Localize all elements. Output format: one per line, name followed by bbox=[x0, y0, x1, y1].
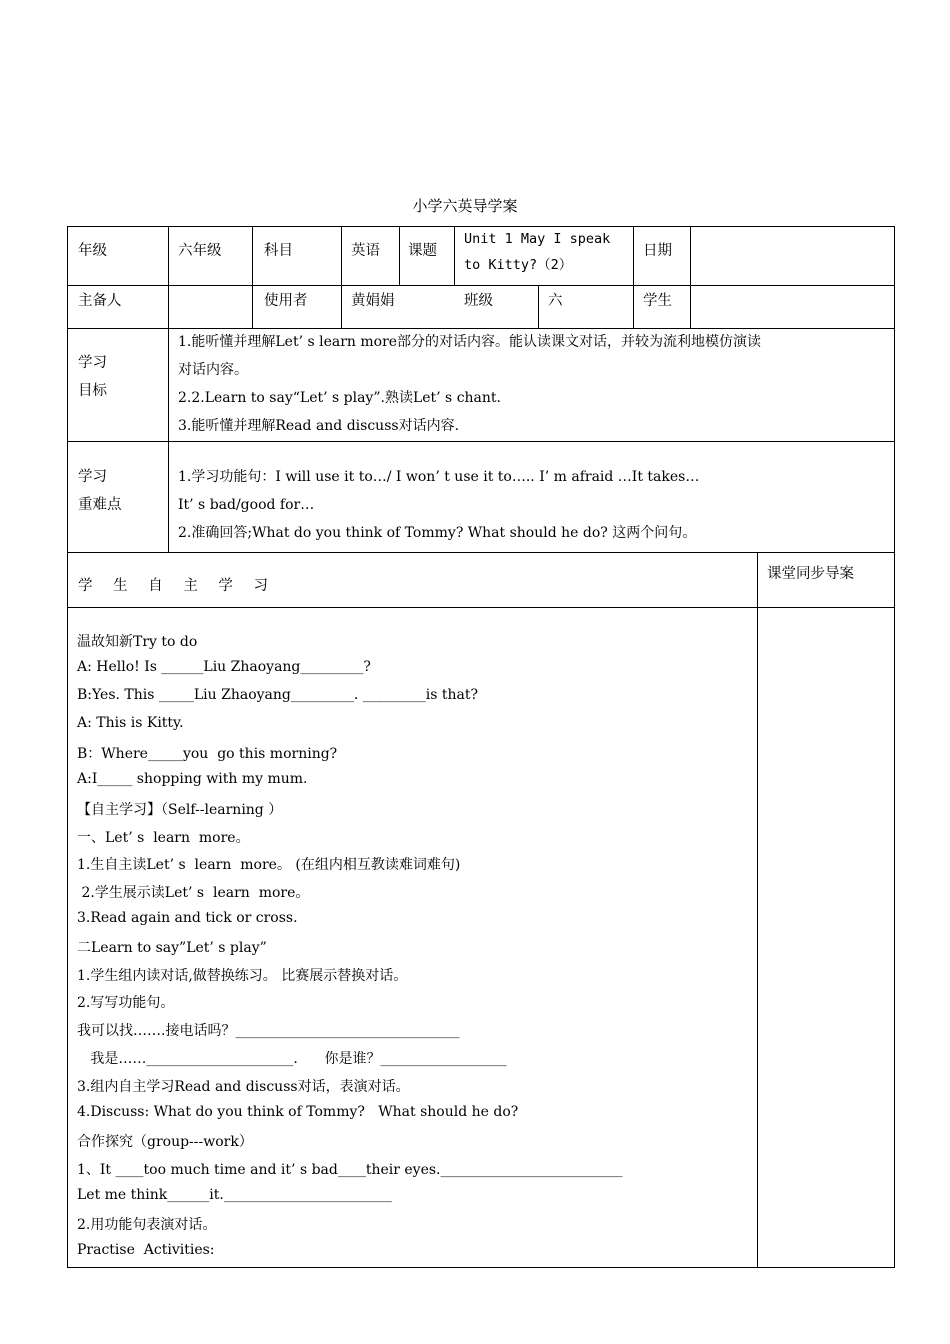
col-divider bbox=[168, 328, 169, 552]
self-study-header: 学 生 自 主 学 习 bbox=[78, 578, 277, 594]
study-line: 温故知新Try to do bbox=[77, 634, 198, 650]
classroom-guide-header: 课堂同步导案 bbox=[767, 566, 854, 582]
preparer-label: 主备人 bbox=[78, 293, 122, 309]
col-divider bbox=[454, 227, 455, 285]
study-line: Practise Activities: bbox=[77, 1242, 215, 1258]
goals-label-2: 目标 bbox=[78, 383, 107, 399]
study-line: 2.用功能句表演对话。 bbox=[77, 1217, 217, 1233]
col-divider bbox=[690, 227, 691, 328]
study-line: 4.Discuss: What do you think of Tommy? What should he do? bbox=[77, 1104, 519, 1120]
study-line: 我是……_____________________. 你是谁？__________________ bbox=[77, 1051, 507, 1067]
class-label: 班级 bbox=[464, 293, 493, 309]
study-line: 1.学生组内读对话,做替换练习。 比赛展示替换对话。 bbox=[77, 968, 408, 984]
goal-line: 3.能听懂并理解Read and discuss对话内容. bbox=[178, 418, 460, 434]
study-line: 我可以找…….接电话吗？________________________________ bbox=[77, 1023, 460, 1039]
study-line: 1、It ____too much time and it’ s bad____their eyes.__________________________ bbox=[77, 1162, 623, 1178]
keypoint-line: It’ s bad/good for… bbox=[178, 497, 315, 513]
col-divider bbox=[757, 552, 758, 1267]
study-line: 一、Let’ s learn more。 bbox=[77, 830, 250, 846]
student-label: 学生 bbox=[643, 293, 672, 309]
col-divider bbox=[399, 227, 400, 285]
row-divider bbox=[68, 552, 894, 553]
goals-label-1: 学习 bbox=[78, 355, 107, 371]
study-line: A: Hello! Is ______Liu Zhaoyang_________? bbox=[77, 659, 371, 675]
col-divider bbox=[252, 227, 253, 328]
grade-label: 年级 bbox=[78, 243, 107, 259]
page-title: 小学六英导学案 bbox=[412, 197, 518, 215]
col-divider bbox=[168, 227, 169, 328]
user-label: 使用者 bbox=[264, 293, 308, 309]
topic-value-line-1: Unit 1 May I speak bbox=[464, 231, 611, 247]
study-line: 3.组内自主学习Read and discuss对话，表演对话。 bbox=[77, 1079, 410, 1095]
keypoints-label-1: 学习 bbox=[78, 469, 107, 485]
study-line: 3.Read again and tick or cross. bbox=[77, 910, 298, 926]
goals-content bbox=[178, 328, 761, 440]
keypoints-label-2: 重难点 bbox=[78, 497, 122, 513]
grade-value: 六年级 bbox=[178, 243, 222, 259]
lesson-plan-table bbox=[67, 226, 895, 1268]
topic-label: 课题 bbox=[408, 243, 437, 259]
topic-value-line-2: to Kitty?（2） bbox=[464, 257, 573, 273]
study-line: Let me think______it.________________________ bbox=[77, 1187, 392, 1203]
class-value: 六 bbox=[548, 293, 563, 309]
col-divider bbox=[633, 227, 634, 328]
goal-line: 1.能听懂并理解Let’ s learn more部分的对话内容。能认读课文对话，并较为流利地模仿演读 bbox=[178, 334, 762, 350]
user-value: 黄娟娟 bbox=[351, 293, 395, 309]
subject-value: 英语 bbox=[351, 243, 380, 259]
col-divider bbox=[341, 227, 342, 328]
study-line: A: This is Kitty. bbox=[77, 715, 184, 731]
col-divider bbox=[538, 285, 539, 328]
subject-label: 科目 bbox=[264, 243, 293, 259]
keypoint-line: 1.学习功能句：I will use it to…/ I won’ t use it to….. I’ m afraid …It takes… bbox=[178, 469, 700, 485]
study-line: B:Yes. This _____Liu Zhaoyang_________. _________is that? bbox=[77, 687, 478, 703]
study-line: 合作探究（group---work） bbox=[77, 1134, 253, 1150]
goal-line: 2.2.Learn to say“Let’ s play”.熟读Let’ s chant. bbox=[178, 390, 501, 406]
date-label: 日期 bbox=[643, 243, 672, 259]
goal-line: 对话内容。 bbox=[178, 362, 248, 378]
study-line: B：Where_____you go this morning? bbox=[77, 746, 338, 762]
keypoints-content bbox=[178, 463, 699, 547]
study-line: 1.生自主读Let’ s learn more。 (在组内相互教读难词难句) bbox=[77, 857, 461, 873]
keypoint-line: 2.准确回答;What do you think of Tommy? What should he do? 这两个问句。 bbox=[178, 525, 697, 541]
row-divider bbox=[68, 441, 894, 442]
study-line: 二Learn to say”Let’ s play” bbox=[77, 940, 267, 956]
study-line: 【自主学习】（Self--learning ） bbox=[77, 802, 283, 818]
row-divider bbox=[68, 285, 894, 286]
row-divider bbox=[68, 607, 894, 608]
study-line: 2.写写功能句。 bbox=[77, 995, 175, 1011]
study-line: 2.学生展示读Let’ s learn more。 bbox=[77, 885, 310, 901]
study-line: A:I_____ shopping with my mum. bbox=[77, 771, 308, 787]
